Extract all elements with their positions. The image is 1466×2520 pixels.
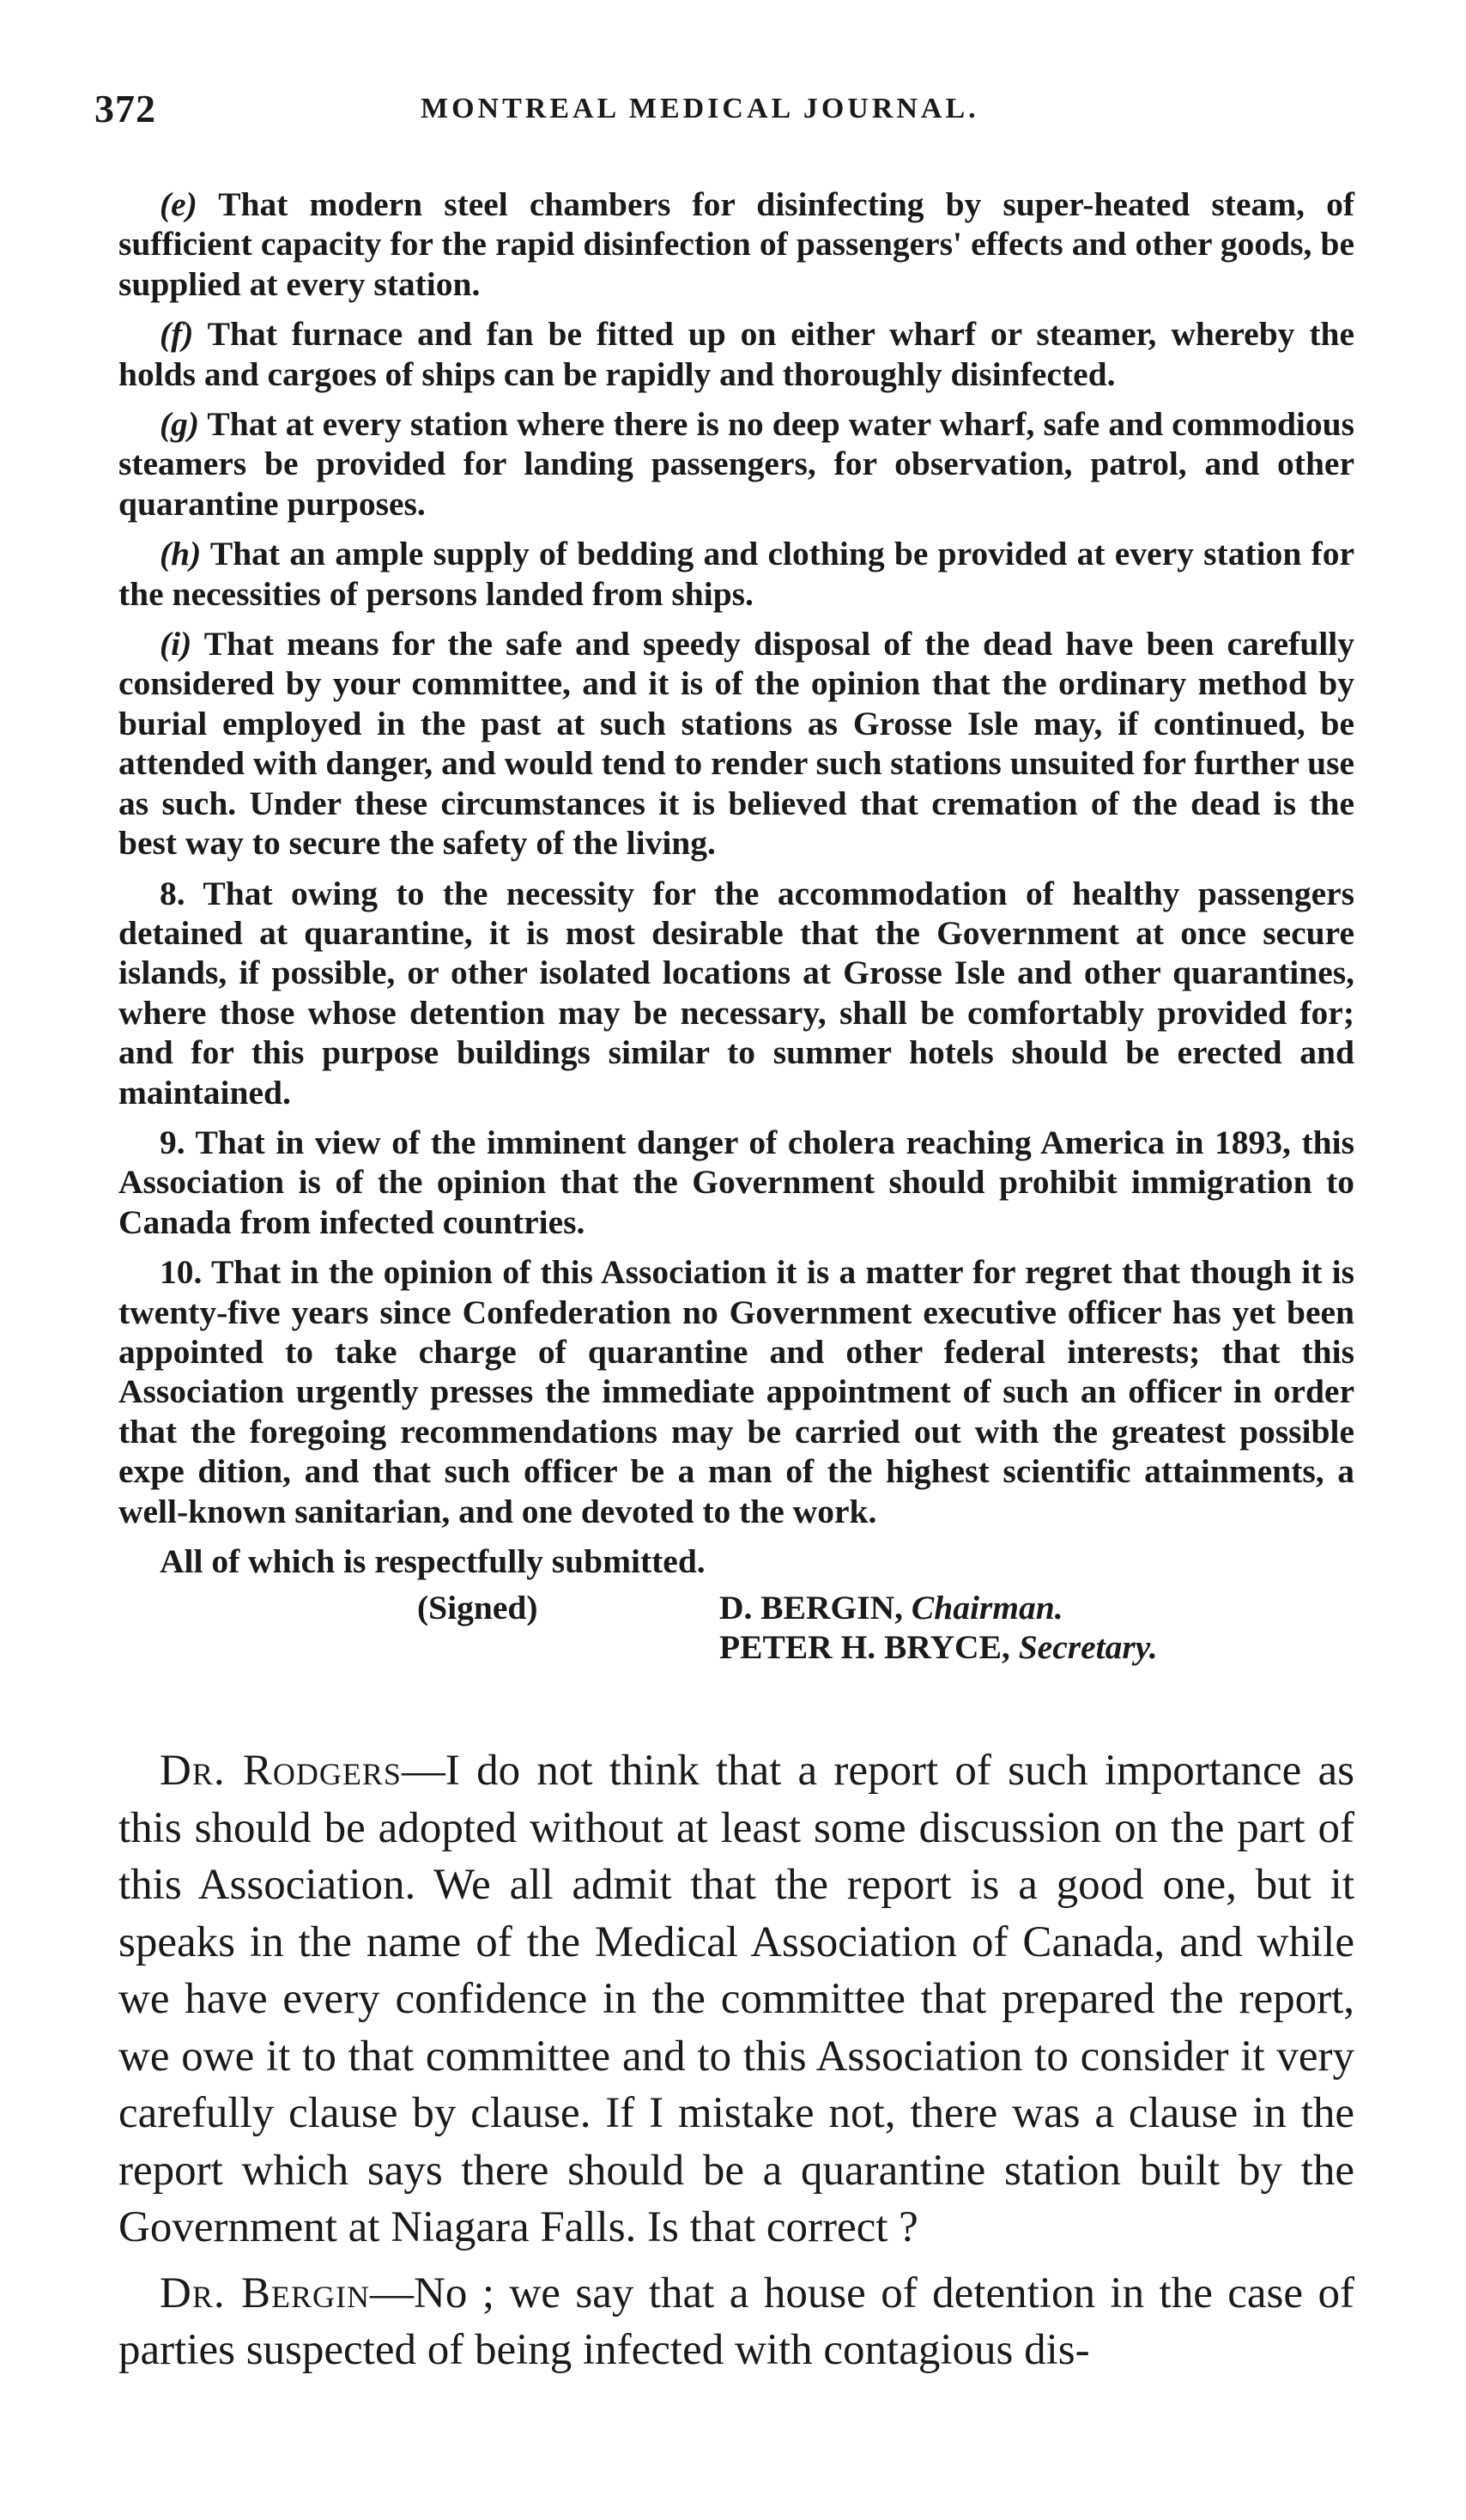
- clause-text: That an ample supply of bedding and clothing be provided at every station for the necessities of persons landed from ships.: [118, 535, 1354, 613]
- signatory-secretary: [719, 1627, 1158, 1667]
- clause-label: (f): [160, 315, 194, 354]
- signatory-name: PETER H. BRYCE,: [719, 1628, 1010, 1667]
- journal-title: MONTREAL MEDICAL JOURNAL.: [421, 93, 979, 124]
- item-text: That in view of the imminent danger of cholera reaching America in 1893, this Association is of the opinion that the Government should prohibit immigration to Canada from infected countries.: [118, 1123, 1354, 1241]
- clause-f: [118, 314, 1354, 394]
- clause-text: That means for the safe and speedy disposal of the dead have been carefully considered by your committee, and it is of the opinion that the ordinary method by burial employed in the past at such stations as Grosse Isle may, if continued, be attended with danger, and would tend to render such stations unsuited for further use as such. Under these circumstances it is believed that cremation of the dead is the best way to secure the safety of the living.: [118, 625, 1354, 863]
- signatory-name: D. BERGIN,: [719, 1589, 903, 1627]
- speaker-separator: —: [401, 1747, 445, 1795]
- discussion-paragraph: [118, 1742, 1354, 2256]
- clause-text: That furnace and fan be fitted up on either wharf or steamer, whereby the holds and cargoes of ships can be rapidly and thoroughly disinfected.: [118, 315, 1354, 393]
- page-header: [94, 86, 1382, 137]
- item-8: [118, 874, 1354, 1112]
- clause-text: That modern steel chambers for disinfecting by super-heated steam, of sufficient capacity for the rapid disinfection of passengers' effects and other goods, be supplied at every station.: [118, 185, 1354, 303]
- clause-label: (e): [160, 185, 197, 223]
- speaker-name: Dr. Bergin: [160, 2269, 371, 2317]
- committee-report: [118, 185, 1354, 1670]
- item-text: That owing to the necessity for the accommodation of healthy passengers detained at quarantine, it is most desirable that the Government at once secure islands, if possible, or other isolated locations at Grosse Isle and other quarantines, where those whose detention may be necessary, shall be comfortably provided for; and for this purpose buildings similar to summer hotels should be erected and maintained.: [118, 874, 1355, 1112]
- item-text: That in the opinion of this Association it is a matter for regret that though it is twenty-five years since Confederation no Government executive officer has yet been appointed to take charge of quarantine and other federal interests; that this Association urgently presses the immediate appointment of such an officer in order that the foregoing recommendations may be carried out with the greatest possible expe dition, and that such officer be a man of the highest scientific attainments, a well-known sanitarian, and one devoted to the work.: [118, 1253, 1354, 1530]
- item-10: [118, 1252, 1354, 1531]
- page-number: 372: [94, 87, 156, 130]
- speech-text: No ; we say that a house of detention in the case of parties suspected of being infected with contagious dis-: [118, 2269, 1354, 2374]
- clause-label: (h): [160, 535, 202, 573]
- closing-line: All of which is respectfully submitted.: [160, 1542, 706, 1580]
- discussion-paragraph: [118, 2265, 1354, 2379]
- signatory-role: Secretary.: [1018, 1628, 1158, 1667]
- clause-e: [118, 185, 1354, 304]
- item-label: 9.: [160, 1123, 185, 1161]
- item-label: 10.: [160, 1253, 203, 1292]
- speech-text: I do not think that a report of such importance as this should be adopted without at least some discussion on the part of this Association. We all admit that the report is a good one, but it speaks in the name of the Medical Association of Canada, and while we have every confidence in the committee that prepared the report, we owe it to that committee and to this Association to consider it very carefully clause by clause. If I mistake not, there was a clause in the report which says there should be a quarantine station built by the Government at Niagara Falls. Is that correct ?: [118, 1747, 1354, 2251]
- clause-label: (i): [160, 625, 192, 663]
- clause-h: [118, 534, 1354, 614]
- item-9: [118, 1123, 1354, 1242]
- clause-label: (g): [160, 405, 200, 444]
- clause-i: [118, 624, 1354, 863]
- clause-g: [118, 404, 1354, 524]
- discussion: [118, 1742, 1354, 2388]
- signature-block: [118, 1588, 1354, 1670]
- speaker-name: Dr. Rodgers: [160, 1747, 402, 1795]
- signatory-role: Chairman.: [911, 1589, 1063, 1627]
- clause-text: That at every station where there is no deep water wharf, safe and commodious steamers be provided for landing passengers, for observation, patrol, and other quarantine purposes.: [118, 405, 1354, 523]
- signatory-chairman: [719, 1588, 1063, 1627]
- speaker-separator: —: [370, 2269, 415, 2317]
- signed-label: (Signed): [417, 1589, 538, 1627]
- item-label: 8.: [160, 874, 185, 912]
